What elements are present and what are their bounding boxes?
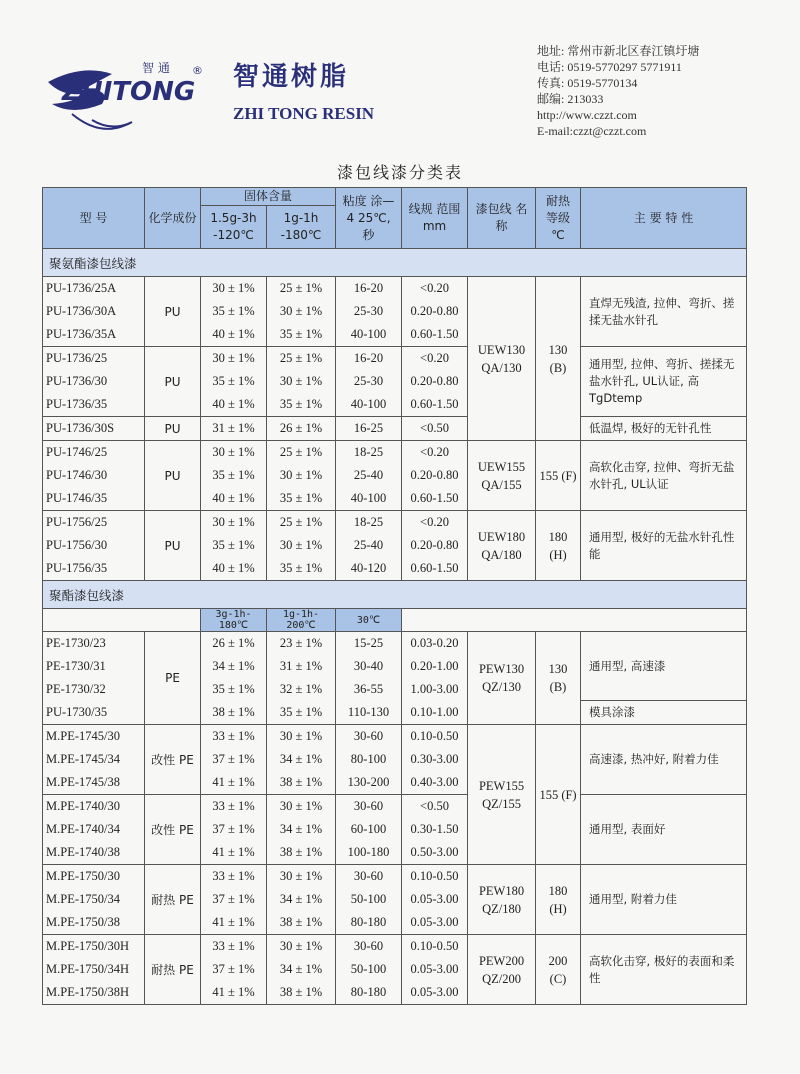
heat-class: 130 (B) xyxy=(536,632,581,725)
solid-content-a xyxy=(201,511,267,581)
chem-composition: PU xyxy=(145,277,201,347)
wire-range-value: 0.30-3.00 xyxy=(410,752,459,766)
heat-class: 130 (B) xyxy=(536,277,581,441)
solid-content-a-value: 41 ± 1% xyxy=(212,915,255,929)
solid-content-a-value: 40 ± 1% xyxy=(212,327,255,341)
section-pu: 聚氨酯漆包线漆 xyxy=(43,249,747,277)
solid-content-a-value: 33 ± 1% xyxy=(212,869,255,883)
model-name: PU-1746/35 xyxy=(46,491,108,505)
model-list xyxy=(43,632,145,725)
model-group-row xyxy=(43,417,747,441)
wire-range-value: 0.20-0.80 xyxy=(410,538,459,552)
model-group-row xyxy=(43,865,747,935)
wire-range-value: 0.05-3.00 xyxy=(410,892,459,906)
solid-content-b xyxy=(267,347,336,417)
viscosity-value: 40-120 xyxy=(350,561,387,575)
model-name: M.PE-1740/34 xyxy=(46,822,120,836)
viscosity-value: 50-100 xyxy=(350,962,387,976)
wire-name: UEW155 QA/155 xyxy=(468,441,536,511)
model-list xyxy=(43,795,145,865)
model-name: PE-1730/32 xyxy=(46,682,106,696)
feature-text: 直焊无残渣, 拉伸、弯折、搓揉无盐水针孔 xyxy=(581,277,747,347)
solid-content-b-value: 35 ± 1% xyxy=(279,491,323,505)
solid-content-a-value: 41 ± 1% xyxy=(212,845,255,859)
document-title: 漆包线漆分类表 xyxy=(336,163,463,182)
solid-content-b xyxy=(267,277,336,347)
wire-name: PEW200 QZ/200 xyxy=(468,935,536,1005)
solid-content-a-value: 30 ± 1% xyxy=(212,351,255,365)
heat-class: 180 (H) xyxy=(536,511,581,581)
solid-content-b-value: 35 ± 1% xyxy=(279,397,323,411)
wire-range-value: 0.20-1.00 xyxy=(410,659,459,673)
viscosity xyxy=(336,347,402,417)
model-name: PU-1736/30S xyxy=(46,421,115,435)
wire-range xyxy=(402,441,468,511)
viscosity-value: 130-200 xyxy=(347,775,390,789)
wire-name: PEW180 QZ/180 xyxy=(468,865,536,935)
wire-name: UEW180 QA/180 xyxy=(468,511,536,581)
model-name: M.PE-1750/30H xyxy=(46,939,129,953)
model-name: M.PE-1750/30 xyxy=(46,869,120,883)
solid-content-a-value: 35 ± 1% xyxy=(212,374,255,388)
viscosity-value: 80-100 xyxy=(350,752,387,766)
model-name: M.PE-1750/34H xyxy=(46,962,129,976)
contact-block xyxy=(537,43,699,139)
solid-content-a xyxy=(201,935,267,1005)
model-group-row xyxy=(43,441,747,511)
solid-content-b xyxy=(267,417,336,441)
wire-range-value: 0.40-3.00 xyxy=(410,775,459,789)
solid-content-b-value: 30 ± 1% xyxy=(279,869,323,883)
feature-text: 通用型, 拉伸、弯折、搓揉无盐水针孔, UL认证, 高TgDtemp xyxy=(581,347,747,417)
solid-content-a xyxy=(201,865,267,935)
model-list xyxy=(43,935,145,1005)
viscosity-value: 15-25 xyxy=(353,636,384,650)
solid-content-b-value: 34 ± 1% xyxy=(279,962,323,976)
viscosity xyxy=(336,795,402,865)
solid-content-a-value: 33 ± 1% xyxy=(212,939,255,953)
model-group-row xyxy=(43,795,747,865)
header-chem: 化学成份 xyxy=(145,188,201,249)
solid-content-a-value: 35 ± 1% xyxy=(212,682,255,696)
pe-condition-a: 3g-1h-180℃ xyxy=(201,609,267,632)
heat-class: 200 (C) xyxy=(536,935,581,1005)
header-wire: 漆包线 名称 xyxy=(468,188,536,249)
solid-content-a-value: 37 ± 1% xyxy=(212,752,255,766)
model-name: PU-1736/25A xyxy=(46,281,117,295)
solid-content-b-value: 26 ± 1% xyxy=(279,421,323,435)
feature-text: 通用型, 附着力佳 xyxy=(581,865,747,935)
solid-content-a-value: 34 ± 1% xyxy=(212,659,255,673)
solid-content-a-value: 37 ± 1% xyxy=(212,892,255,906)
contact-fax: 传真: 0519-5770134 xyxy=(537,76,638,90)
wire-range xyxy=(402,935,468,1005)
cond-blank xyxy=(402,609,747,632)
viscosity-value: 30-60 xyxy=(353,729,384,743)
solid-content-a-value: 37 ± 1% xyxy=(212,962,255,976)
chem-composition: PU xyxy=(145,441,201,511)
solid-content-b-value: 30 ± 1% xyxy=(279,799,323,813)
wire-range xyxy=(402,417,468,441)
model-name: PE-1730/23 xyxy=(46,636,106,650)
solid-content-b-value: 38 ± 1% xyxy=(279,845,323,859)
header-solid-a: 1.5g-3h -120℃ xyxy=(201,206,267,249)
viscosity-value: 18-25 xyxy=(353,445,384,459)
model-group-row xyxy=(43,725,747,795)
solid-content-b xyxy=(267,511,336,581)
chem-composition: PE xyxy=(145,632,201,725)
chem-composition: PU xyxy=(145,417,201,441)
model-group-row xyxy=(43,347,747,417)
model-name: PU-1736/30 xyxy=(46,374,108,388)
solid-content-a-value: 31 ± 1% xyxy=(212,421,255,435)
solid-content-a-value: 26 ± 1% xyxy=(212,636,255,650)
solid-content-a xyxy=(201,725,267,795)
wire-range-value: <0.50 xyxy=(420,421,449,435)
solid-content-b-value: 38 ± 1% xyxy=(279,775,323,789)
wire-range-value: 0.10-1.00 xyxy=(410,705,459,719)
wire-range-value: 0.60-1.50 xyxy=(410,561,459,575)
model-list xyxy=(43,865,145,935)
viscosity-value: 16-20 xyxy=(353,351,384,365)
chem-composition: 耐热 PE xyxy=(145,935,201,1005)
wire-range xyxy=(402,632,468,725)
wire-range-value: 0.30-1.50 xyxy=(410,822,459,836)
viscosity-value: 110-130 xyxy=(347,705,390,719)
solid-content-a xyxy=(201,417,267,441)
wire-range-value: <0.50 xyxy=(420,799,449,813)
model-list xyxy=(43,441,145,511)
model-group-row xyxy=(43,277,747,347)
svg-text:®: ® xyxy=(192,64,203,77)
wire-range-value: 0.60-1.50 xyxy=(410,327,459,341)
model-name: PE-1730/31 xyxy=(46,659,106,673)
solid-content-b xyxy=(267,795,336,865)
wire-range xyxy=(402,511,468,581)
contact-website[interactable]: http://www.czzt.com xyxy=(537,108,637,122)
model-name: PU-1736/30A xyxy=(46,304,117,318)
header-viscosity: 粘度 涂—4 25℃, 秒 xyxy=(336,188,402,249)
model-name: PU-1756/30 xyxy=(46,538,108,552)
header-range: 线规 范围 mm xyxy=(402,188,468,249)
solid-content-b-value: 31 ± 1% xyxy=(279,659,323,673)
viscosity xyxy=(336,865,402,935)
feature-text: 低温焊, 极好的无针孔性 xyxy=(581,417,747,441)
solid-content-a-value: 37 ± 1% xyxy=(212,822,255,836)
viscosity-value: 30-60 xyxy=(353,869,384,883)
solid-content-b-value: 30 ± 1% xyxy=(279,729,323,743)
wire-range xyxy=(402,795,468,865)
model-name: M.PE-1745/30 xyxy=(46,729,120,743)
model-group-row xyxy=(43,511,747,581)
feature-text xyxy=(581,632,747,725)
wire-range xyxy=(402,865,468,935)
model-name: M.PE-1745/38 xyxy=(46,775,120,789)
cond-blank xyxy=(43,609,201,632)
solid-content-a xyxy=(201,632,267,725)
viscosity-value: 25-40 xyxy=(353,538,384,552)
solid-content-b-value: 35 ± 1% xyxy=(279,327,323,341)
header-features: 主 要 特 性 xyxy=(581,188,747,249)
wire-name: PEW130 QZ/130 xyxy=(468,632,536,725)
viscosity-value: 60-100 xyxy=(350,822,387,836)
solid-content-b-value: 30 ± 1% xyxy=(279,939,323,953)
viscosity-value: 30-60 xyxy=(353,939,384,953)
wire-range xyxy=(402,277,468,347)
model-name: M.PE-1740/38 xyxy=(46,845,120,859)
solid-content-b-value: 25 ± 1% xyxy=(279,351,323,365)
model-name: PU-1756/35 xyxy=(46,561,108,575)
wire-range-value: 0.05-3.00 xyxy=(410,915,459,929)
wire-range-value: <0.20 xyxy=(420,351,449,365)
model-name: M.PE-1745/34 xyxy=(46,752,120,766)
svg-text:ZHITONG: ZHITONG xyxy=(62,77,196,107)
solid-content-a-value: 35 ± 1% xyxy=(212,468,255,482)
viscosity xyxy=(336,632,402,725)
model-name: M.PE-1740/30 xyxy=(46,799,120,813)
wire-range-value: <0.20 xyxy=(420,515,449,529)
viscosity xyxy=(336,277,402,347)
header-solid: 固体含量 xyxy=(201,188,336,206)
wire-range-value: 0.10-0.50 xyxy=(410,729,459,743)
solid-content-b-value: 32 ± 1% xyxy=(279,682,323,696)
solid-content-b-value: 34 ± 1% xyxy=(279,752,323,766)
chem-composition: 改性 PE xyxy=(145,725,201,795)
model-name: M.PE-1750/34 xyxy=(46,892,120,906)
viscosity-value: 80-180 xyxy=(350,915,387,929)
model-name: M.PE-1750/38 xyxy=(46,915,120,929)
solid-content-a-value: 41 ± 1% xyxy=(212,985,255,999)
viscosity-value: 40-100 xyxy=(350,491,387,505)
solid-content-a-value: 33 ± 1% xyxy=(212,729,255,743)
solid-content-a xyxy=(201,795,267,865)
chem-composition: 耐热 PE xyxy=(145,865,201,935)
solid-content-b-value: 35 ± 1% xyxy=(279,705,323,719)
solid-content-b xyxy=(267,935,336,1005)
chem-composition: PU xyxy=(145,511,201,581)
contact-email[interactable]: E-mail:czzt@czzt.com xyxy=(537,124,647,138)
solid-content-b xyxy=(267,865,336,935)
heat-class: 155 (F) xyxy=(536,725,581,865)
viscosity-value: 25-30 xyxy=(353,304,384,318)
viscosity-value: 40-100 xyxy=(350,397,387,411)
contact-address: 地址: 常州市新北区春江镇圩塘 xyxy=(537,44,700,58)
wire-range xyxy=(402,725,468,795)
chem-composition: PU xyxy=(145,347,201,417)
feature-text: 通用型, 表面好 xyxy=(581,795,747,865)
viscosity-value: 16-25 xyxy=(353,421,384,435)
zhitong-logo xyxy=(42,44,217,134)
classification-table xyxy=(42,187,747,1005)
solid-content-a xyxy=(201,277,267,347)
model-name: PU-1736/35A xyxy=(46,327,117,341)
feature-text: 高软化击穿, 拉伸、弯折无盐水针孔, UL认证 xyxy=(581,441,747,511)
header-solid-b: 1g-1h -180℃ xyxy=(267,206,336,249)
model-name: PU-1736/35 xyxy=(46,397,108,411)
model-name: PU-1746/25 xyxy=(46,445,108,459)
viscosity xyxy=(336,417,402,441)
solid-content-b-value: 30 ± 1% xyxy=(279,468,323,482)
viscosity-value: 16-20 xyxy=(353,281,384,295)
wire-range-value: 0.20-0.80 xyxy=(410,304,459,318)
solid-content-a-value: 30 ± 1% xyxy=(212,445,255,459)
wire-range-value: 0.50-3.00 xyxy=(410,845,459,859)
model-name: PU-1756/25 xyxy=(46,515,108,529)
wire-range-value: 0.10-0.50 xyxy=(410,939,459,953)
header-model: 型 号 xyxy=(43,188,145,249)
wire-range-value: <0.20 xyxy=(420,281,449,295)
feature-text: 通用型, 极好的无盐水针孔性能 xyxy=(581,511,747,581)
solid-content-a-value: 33 ± 1% xyxy=(212,799,255,813)
viscosity-value: 25-30 xyxy=(353,374,384,388)
solid-content-a xyxy=(201,441,267,511)
solid-content-b-value: 34 ± 1% xyxy=(279,822,323,836)
heat-class: 180 (H) xyxy=(536,865,581,935)
viscosity-value: 50-100 xyxy=(350,892,387,906)
solid-content-a-value: 40 ± 1% xyxy=(212,491,255,505)
solid-content-a-value: 40 ± 1% xyxy=(212,561,255,575)
header-heat: 耐热 等级 ℃ xyxy=(536,188,581,249)
viscosity-value: 36-55 xyxy=(353,682,384,696)
wire-range-value: 0.03-0.20 xyxy=(410,636,459,650)
contact-postcode: 邮编: 213033 xyxy=(537,92,604,106)
model-list xyxy=(43,417,145,441)
wire-range-value: 0.60-1.50 xyxy=(410,397,459,411)
solid-content-b-value: 30 ± 1% xyxy=(279,374,323,388)
solid-content-a xyxy=(201,347,267,417)
pe-conditions-row xyxy=(43,609,747,632)
section-pe: 聚酯漆包线漆 xyxy=(43,581,747,609)
wire-range-value: 0.20-0.80 xyxy=(410,468,459,482)
solid-content-b-value: 30 ± 1% xyxy=(279,538,323,552)
pe-condition-visc: 30℃ xyxy=(336,609,402,632)
viscosity-value: 25-40 xyxy=(353,468,384,482)
model-name: PU-1746/30 xyxy=(46,468,108,482)
viscosity-value: 30-40 xyxy=(353,659,384,673)
solid-content-b xyxy=(267,632,336,725)
solid-content-a-value: 30 ± 1% xyxy=(212,281,255,295)
pe-condition-b: 1g-1h-200℃ xyxy=(267,609,336,632)
wire-range-value: 1.00-3.00 xyxy=(410,682,459,696)
viscosity-value: 18-25 xyxy=(353,515,384,529)
feature-text: 通用型, 高速漆 xyxy=(581,633,746,701)
model-list xyxy=(43,725,145,795)
viscosity xyxy=(336,935,402,1005)
solid-content-b-value: 38 ± 1% xyxy=(279,915,323,929)
solid-content-b-value: 34 ± 1% xyxy=(279,892,323,906)
viscosity xyxy=(336,441,402,511)
viscosity-value: 40-100 xyxy=(350,327,387,341)
chem-composition: 改性 PE xyxy=(145,795,201,865)
company-name-en: ZHI TONG RESIN xyxy=(233,104,375,123)
solid-content-b-value: 23 ± 1% xyxy=(279,636,323,650)
solid-content-b-value: 25 ± 1% xyxy=(279,281,323,295)
feature-text: 高速漆, 热冲好, 附着力佳 xyxy=(581,725,747,795)
contact-phone: 电话: 0519-5770297 5771911 xyxy=(537,60,682,74)
svg-text:智 通: 智 通 xyxy=(142,61,170,75)
feature-text-secondary: 模具涂漆 xyxy=(589,705,636,719)
viscosity xyxy=(336,725,402,795)
company-name-cn: 智通树脂 xyxy=(233,62,350,92)
solid-content-a-value: 40 ± 1% xyxy=(212,397,255,411)
model-list xyxy=(43,277,145,347)
wire-range-value: <0.20 xyxy=(420,445,449,459)
viscosity-value: 100-180 xyxy=(347,845,390,859)
solid-content-a-value: 38 ± 1% xyxy=(212,705,255,719)
model-list xyxy=(43,511,145,581)
wire-range-value: 0.60-1.50 xyxy=(410,491,459,505)
heat-class: 155 (F) xyxy=(536,441,581,511)
feature-text: 高软化击穿, 极好的表面和柔性 xyxy=(581,935,747,1005)
solid-content-b-value: 25 ± 1% xyxy=(279,515,323,529)
wire-range-value: 0.05-3.00 xyxy=(410,962,459,976)
viscosity xyxy=(336,511,402,581)
model-name: PU-1730/35 xyxy=(46,705,108,719)
solid-content-a-value: 30 ± 1% xyxy=(212,515,255,529)
viscosity-value: 80-180 xyxy=(350,985,387,999)
model-name: PU-1736/25 xyxy=(46,351,108,365)
model-group-row xyxy=(43,935,747,1005)
solid-content-b xyxy=(267,725,336,795)
wire-range-value: 0.20-0.80 xyxy=(410,374,459,388)
wire-range-value: 0.10-0.50 xyxy=(410,869,459,883)
solid-content-b xyxy=(267,441,336,511)
solid-content-b-value: 30 ± 1% xyxy=(279,304,323,318)
solid-content-a-value: 41 ± 1% xyxy=(212,775,255,789)
model-name: M.PE-1750/38H xyxy=(46,985,129,999)
solid-content-a-value: 35 ± 1% xyxy=(212,304,255,318)
solid-content-a-value: 35 ± 1% xyxy=(212,538,255,552)
solid-content-b-value: 38 ± 1% xyxy=(279,985,323,999)
model-group-row xyxy=(43,632,747,725)
viscosity-value: 30-60 xyxy=(353,799,384,813)
solid-content-b-value: 35 ± 1% xyxy=(279,561,323,575)
solid-content-b-value: 25 ± 1% xyxy=(279,445,323,459)
wire-name: PEW155 QZ/155 xyxy=(468,725,536,865)
wire-range xyxy=(402,347,468,417)
wire-range-value: 0.05-3.00 xyxy=(410,985,459,999)
wire-name: UEW130 QA/130 xyxy=(468,277,536,441)
model-list xyxy=(43,347,145,417)
